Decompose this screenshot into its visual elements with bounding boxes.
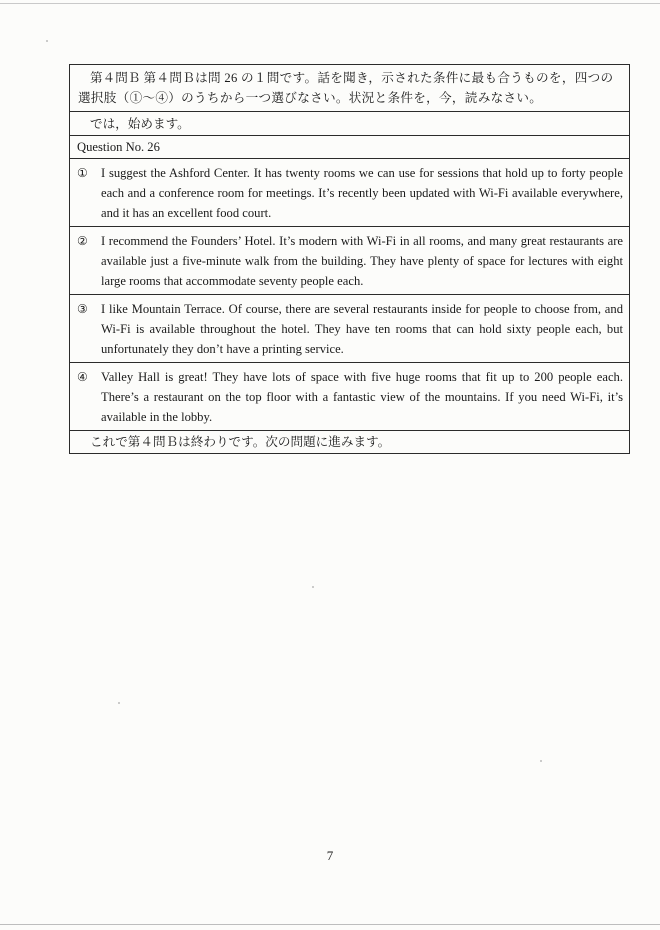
scan-speck xyxy=(46,40,48,42)
option-number-3: ③ xyxy=(77,302,88,316)
scan-speck xyxy=(118,702,120,704)
question-row xyxy=(70,136,630,159)
question-label: Question No. 26 xyxy=(70,136,630,159)
instructions-text: 第４問Ｂは問 26 の１問です。話を聞き，示された条件に最も合うものを，四つの選択肢（①～④）のうちから一つ選びなさい。状況と条件を，今，読みなさい。 xyxy=(78,71,614,105)
page-bottom-edge-line xyxy=(0,924,660,925)
option-row-3 xyxy=(70,295,630,363)
end-row xyxy=(70,431,630,454)
option-text-3: I like Mountain Terrace. Of course, there are several restaurants inside for people to choose from, and Wi-Fi is available throughout the hotel. They have ten rooms that can hold sixty people each, but unfortunately they don’t have a printing service. xyxy=(101,302,623,356)
begin-row xyxy=(70,112,630,136)
option-number-1: ① xyxy=(77,166,88,180)
option-text-1: I suggest the Ashford Center. It has twenty rooms we can use for sessions that hold up to forty people each and a conference room for meetings. It’s recently been updated with Wi-Fi available everywhere, and it has an excellent food court. xyxy=(101,166,623,220)
listening-script-table xyxy=(69,64,630,454)
option-number-4: ④ xyxy=(77,370,88,384)
option-text-4: Valley Hall is great! They have lots of space with five huge rooms that fit up to 200 people each. There’s a restaurant on the top floor with a fantastic view of the mountains. If you need Wi-Fi, it’s available in the lobby. xyxy=(101,370,623,424)
end-text: これで第４問Ｂは終わりです。次の問題に進みます。 xyxy=(70,431,630,454)
instructions-title: 第４問Ｂ xyxy=(90,71,141,85)
option-row-2 xyxy=(70,227,630,295)
page-number: 7 xyxy=(326,848,334,863)
instructions-row xyxy=(70,65,630,112)
begin-text: では，始めます。 xyxy=(70,112,630,136)
scan-speck xyxy=(312,586,314,588)
option-number-2: ② xyxy=(77,234,88,248)
scan-speck xyxy=(540,760,542,762)
page-top-edge-line xyxy=(0,3,660,4)
option-text-2: I recommend the Founders’ Hotel. It’s modern with Wi-Fi in all rooms, and many great restaurants are available just a five-minute walk from the building. They have plenty of space for lectures with eight large rooms that accommodate seventy people each. xyxy=(101,234,623,288)
option-row-1 xyxy=(70,159,630,227)
option-row-4 xyxy=(70,363,630,431)
